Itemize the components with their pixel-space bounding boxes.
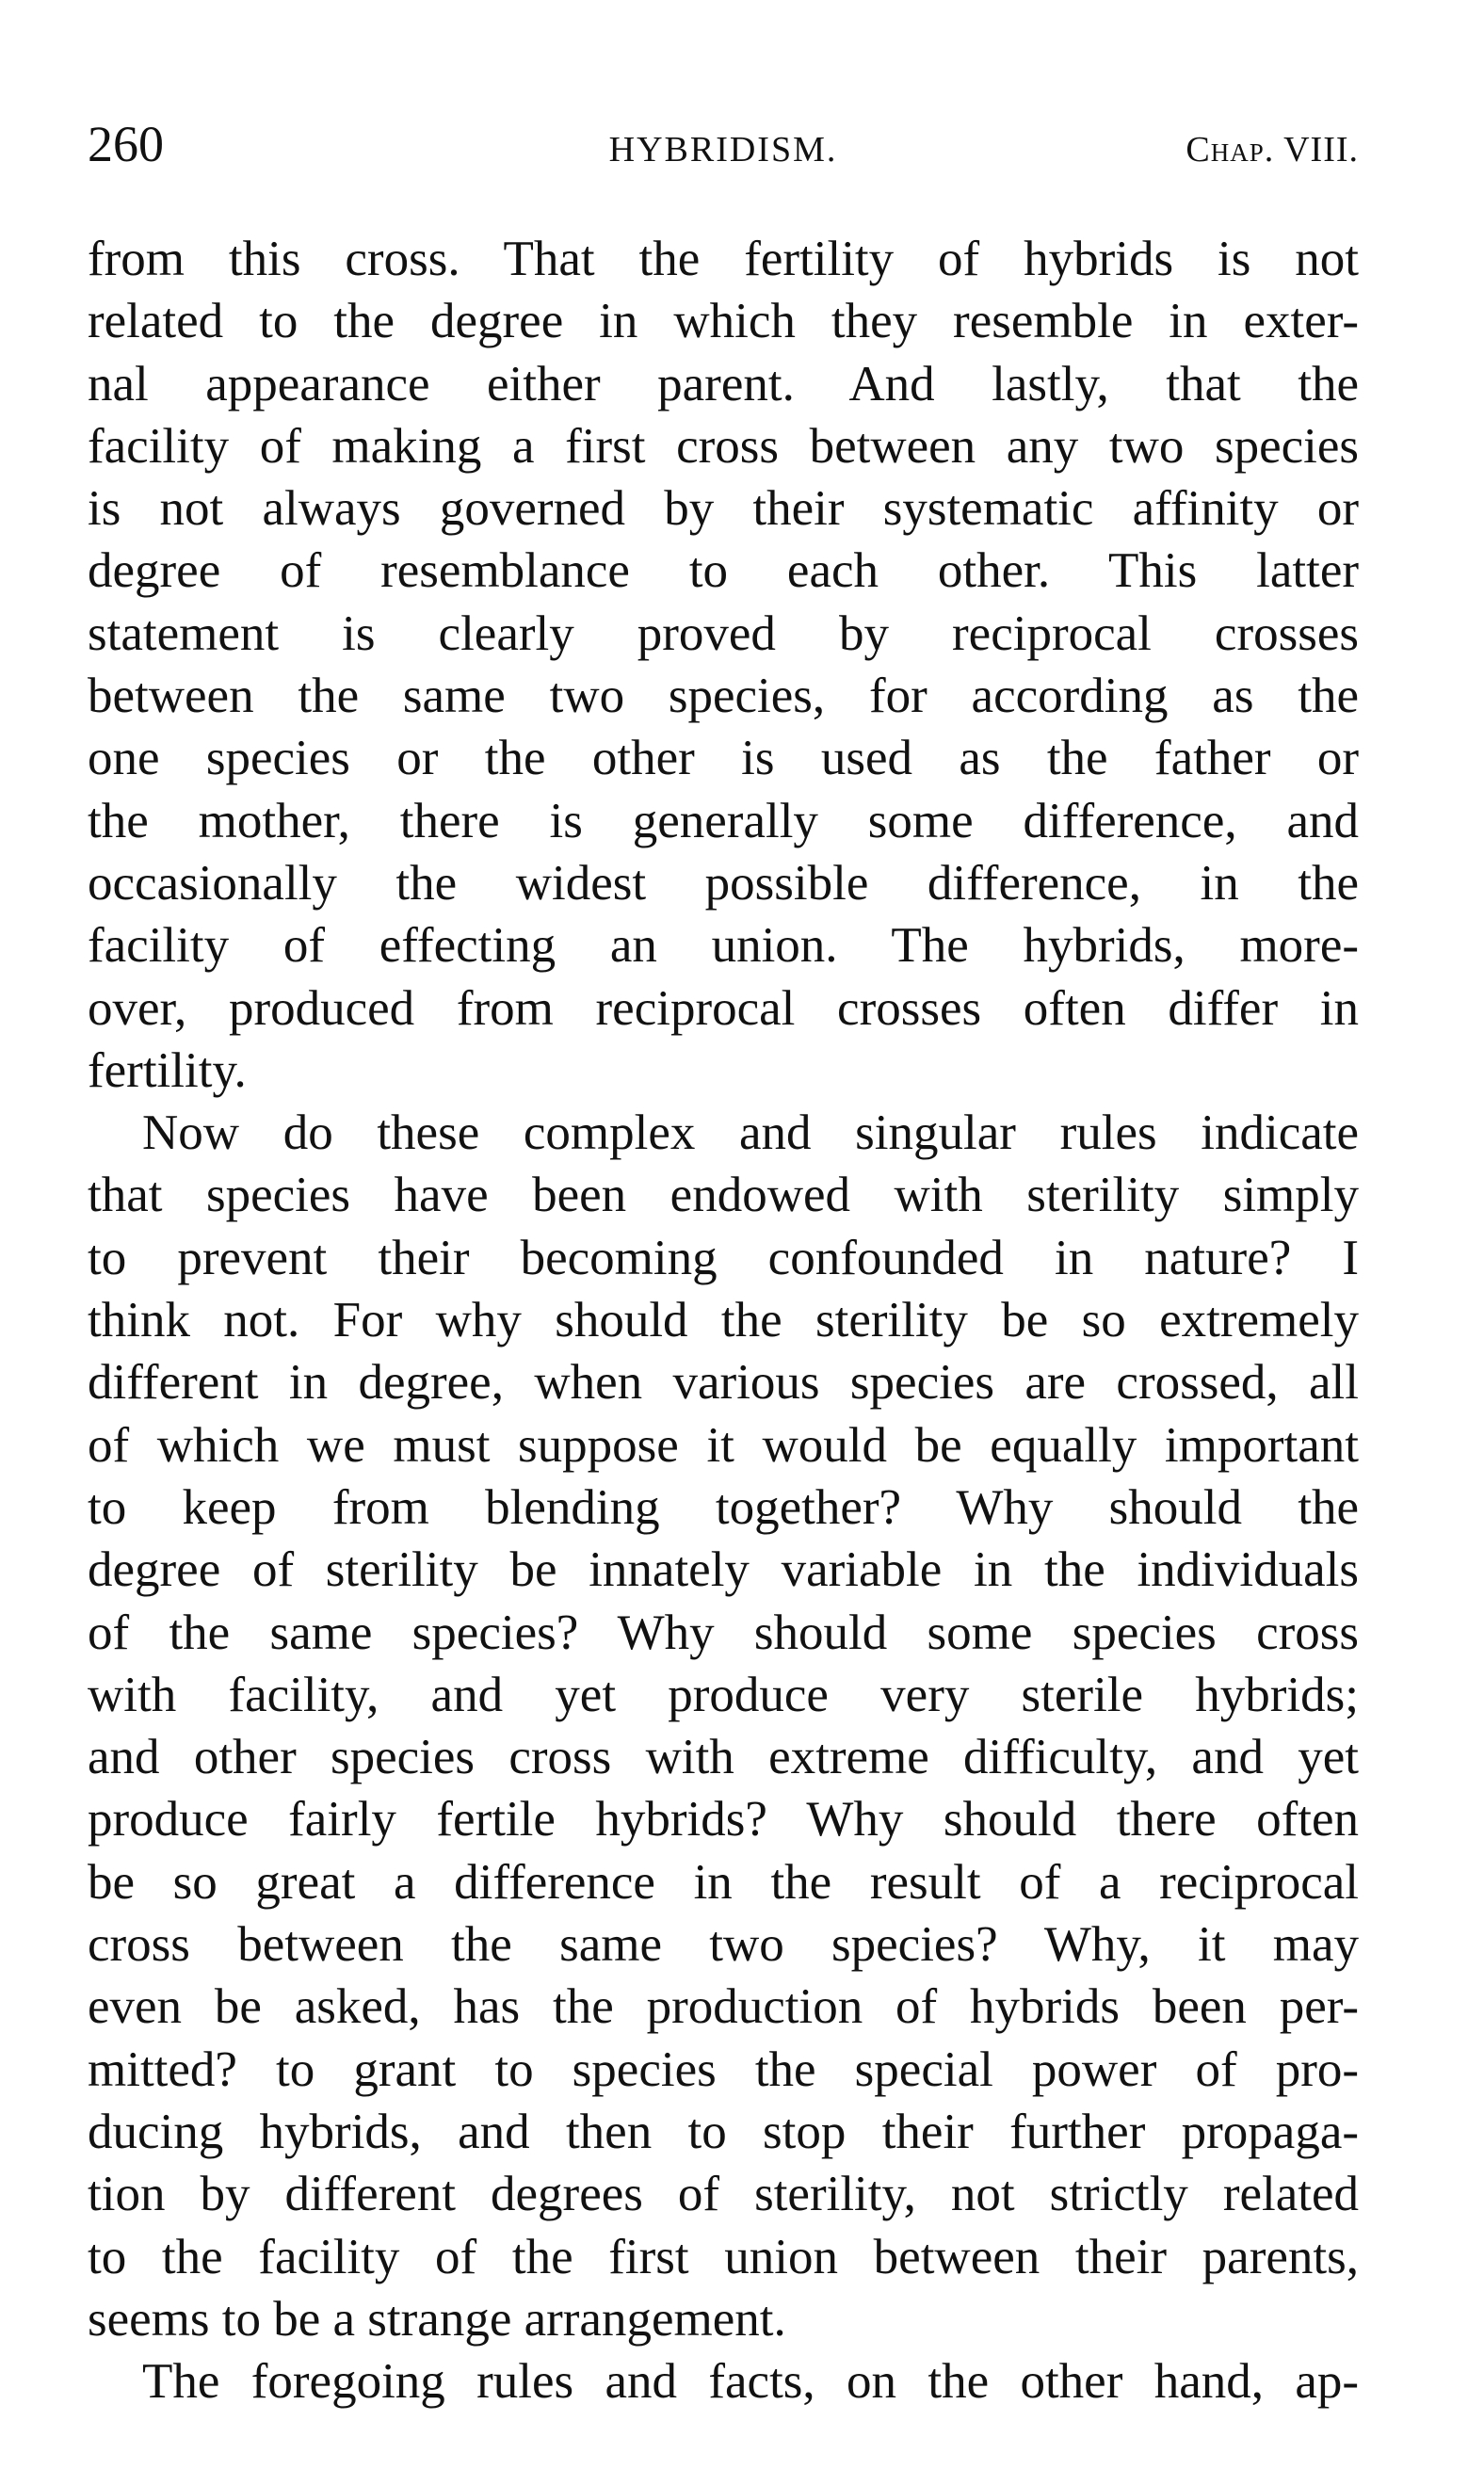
text-line: statement is clearly proved by reciprocal crosses — [88, 605, 1359, 661]
page-number: 260 — [88, 116, 164, 172]
text-line: facility of effecting an union. The hybrids, more- — [88, 918, 1359, 974]
text-line: that species have been endowed with sterility simply — [88, 1168, 1359, 1223]
text-line: The foregoing rules and facts, on the other hand, ap- — [142, 2354, 1359, 2410]
text-line: of which we must suppose it would be equally important — [88, 1417, 1359, 1473]
text-line: of the same species? Why should some species cross — [88, 1605, 1359, 1660]
text-line: degree of sterility be innately variable in the individuals — [88, 1542, 1359, 1598]
text-line: even be asked, has the production of hybrids been per- — [88, 1979, 1359, 2035]
text-line: Now do these complex and singular rules indicate — [142, 1105, 1359, 1161]
text-line: to the facility of the first union between their parents, — [88, 2229, 1359, 2284]
text-line: fertility. — [88, 1042, 247, 1098]
text-line: occasionally the widest possible difference, in the — [88, 855, 1359, 911]
text-line: between the same two species, for according as the — [88, 669, 1359, 724]
paragraph-2 — [88, 1102, 1359, 2350]
text-line: with facility, and yet produce very sterile hybrids; — [88, 1667, 1359, 1722]
text-line: over, produced from reciprocal crosses often differ in — [88, 980, 1359, 1036]
text-line: related to the degree in which they resemble in exter- — [88, 294, 1359, 349]
text-line: and other species cross with extreme difficulty, and yet — [88, 1730, 1359, 1785]
text-line: produce fairly fertile hybrids? Why should there often — [88, 1792, 1359, 1848]
text-line: is not always governed by their systematic affinity or — [88, 481, 1359, 537]
text-line: facility of making a first cross between any two species — [88, 418, 1359, 474]
chapter-label: Chap. VIII. — [1186, 130, 1359, 169]
body-text — [88, 228, 1359, 2412]
text-line: tion by different degrees of sterility, not strictly related — [88, 2167, 1359, 2222]
text-line: to keep from blending together? Why should the — [88, 1479, 1359, 1535]
header-title: HYBRIDISM. — [608, 130, 838, 169]
text-line: mitted? to grant to species the special power of pro- — [88, 2041, 1359, 2097]
text-line: different in degree, when various species are crossed, all — [88, 1355, 1359, 1411]
text-line: from this cross. That the fertility of hybrids is not — [88, 232, 1359, 286]
text-line: think not. For why should the sterility be so extremely — [88, 1293, 1359, 1348]
running-head — [88, 111, 1359, 177]
paragraph-3 — [88, 2350, 1359, 2412]
text-line: to prevent their becoming confounded in nature? I — [88, 1230, 1359, 1285]
text-line: one species or the other is used as the father or — [88, 731, 1359, 786]
text-line: be so great a difference in the result of a reciprocal — [88, 1854, 1359, 1910]
text-line: nal appearance either parent. And lastly, that the — [88, 356, 1359, 411]
text-line: cross between the same two species? Why, it may — [88, 1917, 1359, 1973]
text-line: degree of resemblance to each other. This latter — [88, 543, 1359, 599]
text-line: ducing hybrids, and then to stop their further propaga- — [88, 2104, 1359, 2159]
paragraph-1 — [88, 228, 1359, 1102]
text-line: the mother, there is generally some difference, and — [88, 793, 1359, 848]
text-line: seems to be a strange arrangement. — [88, 2291, 786, 2347]
